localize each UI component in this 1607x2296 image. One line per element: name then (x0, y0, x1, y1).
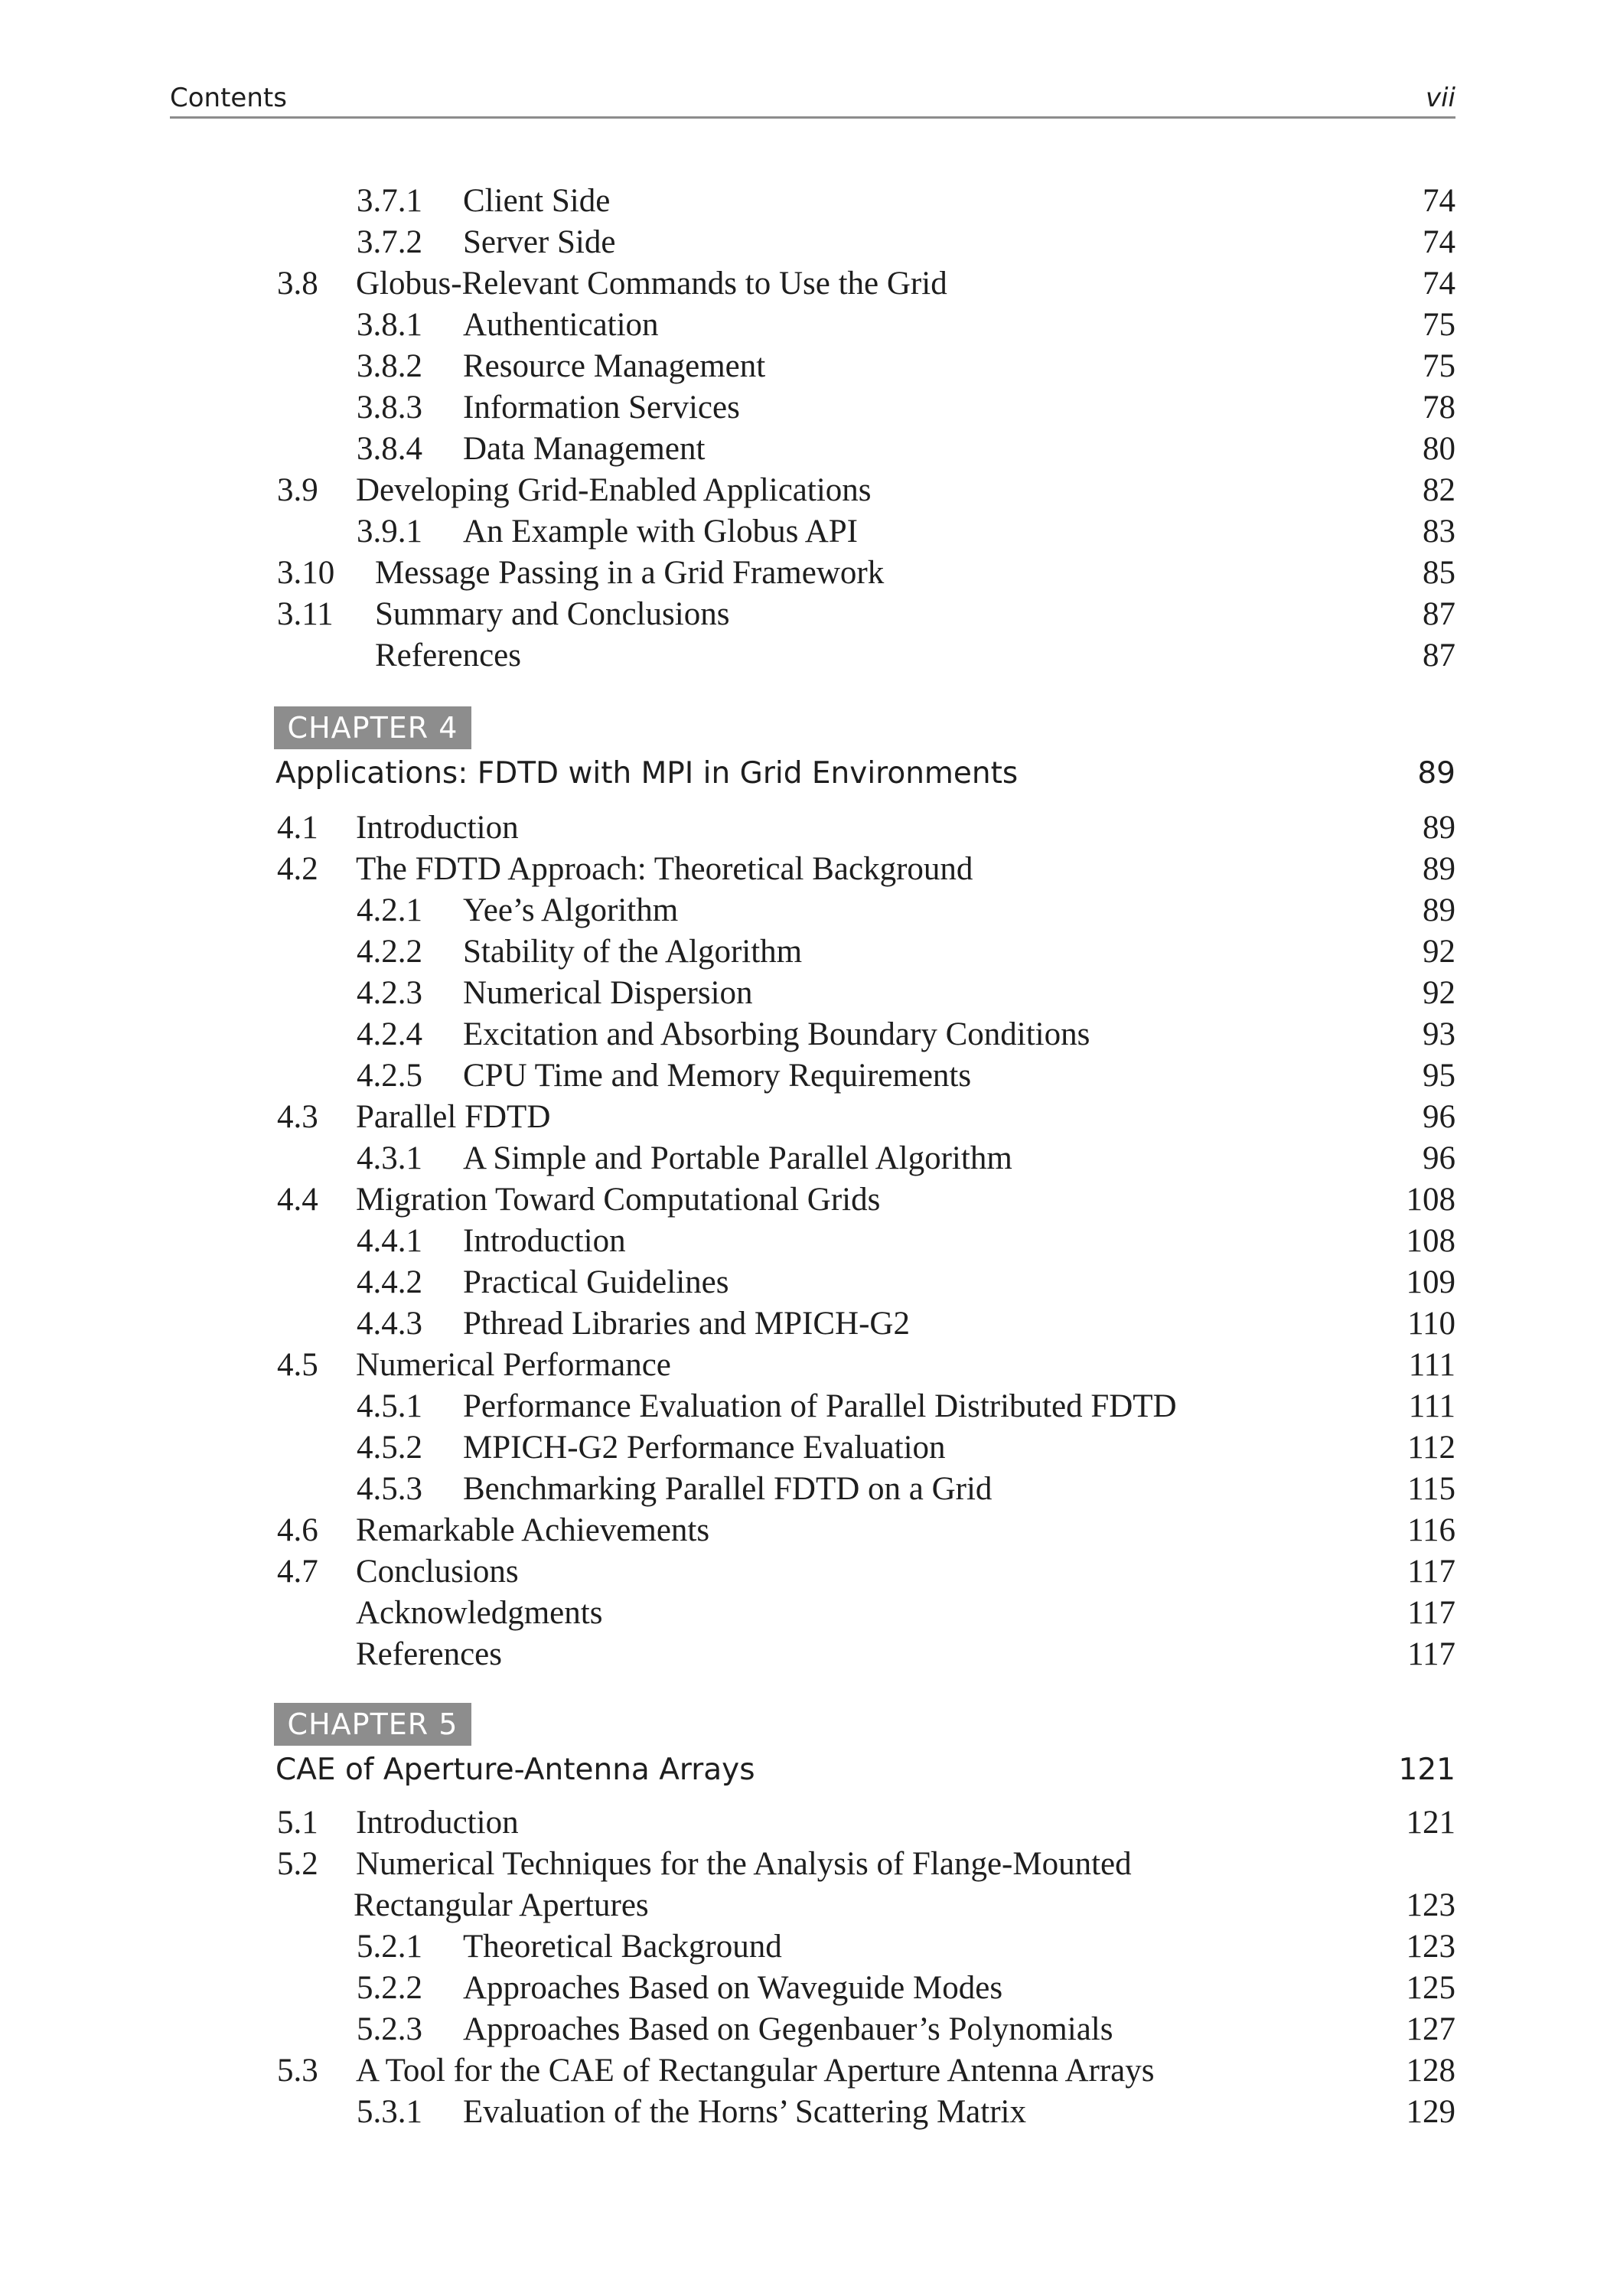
entry-title: CPU Time and Memory Requirements (463, 1058, 972, 1094)
toc-entry (0, 181, 1607, 222)
entry-title: Rectangular Apertures (354, 1887, 649, 1923)
entry-page: 87 (1423, 638, 1455, 673)
entry-number: 5.2.2 (357, 1970, 422, 2006)
entry-page: 74 (1423, 224, 1455, 260)
toc-entry (0, 2092, 1607, 2133)
entry-page: 111 (1408, 1347, 1455, 1383)
entry-title: Message Passing in a Grid Framework (375, 555, 885, 591)
entry-title: Data Management (463, 431, 706, 467)
entry-title: Numerical Performance (356, 1347, 671, 1383)
entry-number: 4.5.2 (357, 1430, 422, 1466)
entry-page: 78 (1423, 390, 1455, 426)
toc-entry (0, 2050, 1607, 2092)
entry-page: 74 (1423, 266, 1455, 302)
entry-number: 4.4.1 (357, 1223, 422, 1259)
entry-title: References (356, 1636, 502, 1672)
entry-page: 125 (1406, 1970, 1455, 2006)
toc-entry (0, 346, 1607, 387)
entry-title: A Tool for the CAE of Rectangular Aperture Antenna Arrays (356, 2053, 1155, 2089)
entry-page: 89 (1423, 851, 1455, 887)
entry-page: 111 (1408, 1388, 1455, 1424)
entry-title: Evaluation of the Horns’ Scattering Matrix (463, 2094, 1026, 2130)
toc-entry (0, 1386, 1607, 1427)
entry-number: 3.8.2 (357, 348, 422, 384)
running-head-section: Contents (170, 83, 287, 113)
entry-number: 3.11 (277, 596, 334, 632)
toc-entry (0, 1221, 1607, 1262)
entry-title: Globus-Relevant Commands to Use the Grid (356, 266, 947, 302)
toc-entry (0, 511, 1607, 553)
toc-entry (0, 387, 1607, 429)
toc-entry (0, 553, 1607, 594)
chapter-5-label: CHAPTER 5 (274, 1703, 471, 1746)
entry-number: 5.1 (277, 1805, 318, 1841)
entry-title: Introduction (356, 810, 519, 846)
entry-number: 4.2.3 (357, 975, 422, 1011)
toc-entry (0, 1179, 1607, 1221)
toc-entry (0, 263, 1607, 305)
entry-title: A Simple and Portable Parallel Algorithm (463, 1140, 1012, 1176)
toc-entry (0, 1634, 1607, 1675)
running-head-page-number: vii (1425, 83, 1455, 113)
entry-title: Stability of the Algorithm (463, 934, 803, 970)
entry-title: Numerical Dispersion (463, 975, 753, 1011)
toc-entry (0, 890, 1607, 931)
entry-number: 3.9.1 (357, 514, 422, 550)
toc-entry (0, 1345, 1607, 1386)
entry-page: 128 (1406, 2053, 1455, 2089)
entry-title: Migration Toward Computational Grids (356, 1182, 881, 1218)
entry-page: 123 (1406, 1887, 1455, 1923)
entry-title: Introduction (463, 1223, 626, 1259)
entry-title: Introduction (356, 1805, 519, 1841)
entry-number: 5.2 (277, 1846, 318, 1882)
entry-title: Yee’s Algorithm (463, 892, 679, 928)
entry-title: Approaches Based on Gegenbauer’s Polynomials (463, 2011, 1113, 2047)
entry-number: 4.6 (277, 1512, 318, 1548)
entry-number: 4.2.4 (357, 1016, 422, 1052)
entry-number: 3.10 (277, 555, 335, 591)
entry-page: 75 (1423, 307, 1455, 343)
entry-number: 4.5 (277, 1347, 318, 1383)
entry-page: 129 (1406, 2094, 1455, 2130)
chapter-4-heading (0, 752, 1607, 796)
toc-entry (0, 807, 1607, 849)
entry-title: An Example with Globus API (463, 514, 858, 550)
entry-page: 89 (1423, 810, 1455, 846)
entry-number: 4.2 (277, 851, 318, 887)
toc-entry (0, 470, 1607, 511)
entry-number: 3.8.4 (357, 431, 422, 467)
entry-page: 89 (1423, 892, 1455, 928)
chapter-title: CAE of Aperture-Antenna Arrays (275, 1753, 755, 1787)
entry-number: 5.3.1 (357, 2094, 422, 2130)
toc-entry (0, 305, 1607, 346)
toc-entry (0, 594, 1607, 635)
toc-entry (0, 1138, 1607, 1179)
entry-page: 127 (1406, 2011, 1455, 2047)
entry-number: 4.4 (277, 1182, 318, 1218)
entry-title: Resource Management (463, 348, 766, 384)
entry-title: Pthread Libraries and MPICH-G2 (463, 1306, 910, 1342)
toc-entry (0, 222, 1607, 263)
toc-entry (0, 849, 1607, 890)
entry-title: Conclusions (356, 1554, 519, 1590)
entry-page: 96 (1423, 1099, 1455, 1135)
toc-entry (0, 1469, 1607, 1510)
toc-entry (0, 973, 1607, 1014)
entry-title: Server Side (463, 224, 616, 260)
entry-title: Client Side (463, 183, 611, 219)
entry-page: 83 (1423, 514, 1455, 550)
toc-entry (0, 1551, 1607, 1593)
entry-page: 93 (1423, 1016, 1455, 1052)
entry-page: 121 (1406, 1805, 1455, 1841)
chapter-5-heading (0, 1748, 1607, 1792)
entry-page: 108 (1406, 1223, 1455, 1259)
toc-entry (0, 1510, 1607, 1551)
toc-entry (0, 1885, 1607, 1926)
entry-title: Benchmarking Parallel FDTD on a Grid (463, 1471, 993, 1507)
toc-entry (0, 1055, 1607, 1097)
toc-entry (0, 1844, 1607, 1885)
entry-number: 4.3.1 (357, 1140, 422, 1176)
entry-number: 3.9 (277, 472, 318, 508)
entry-page: 117 (1407, 1595, 1455, 1631)
entry-page: 82 (1423, 472, 1455, 508)
entry-number: 4.3 (277, 1099, 318, 1135)
entry-title: Summary and Conclusions (375, 596, 730, 632)
entry-page: 92 (1423, 934, 1455, 970)
entry-number: 5.2.3 (357, 2011, 422, 2047)
entry-page: 123 (1406, 1929, 1455, 1965)
toc-entry (0, 1303, 1607, 1345)
entry-title: Numerical Techniques for the Analysis of Flange-Mounted (356, 1846, 1132, 1882)
entry-page: 80 (1423, 431, 1455, 467)
toc-entry (0, 429, 1607, 470)
entry-title: Developing Grid-Enabled Applications (356, 472, 872, 508)
entry-page: 112 (1407, 1430, 1455, 1466)
entry-page: 87 (1423, 596, 1455, 632)
entry-number: 4.5.3 (357, 1471, 422, 1507)
entry-number: 4.2.1 (357, 892, 422, 928)
entry-title: Information Services (463, 390, 740, 426)
entry-number: 4.2.5 (357, 1058, 422, 1094)
entry-title: References (375, 638, 521, 673)
entry-number: 4.4.3 (357, 1306, 422, 1342)
entry-number: 4.2.2 (357, 934, 422, 970)
chapter-4-label: CHAPTER 4 (274, 706, 471, 749)
toc-entry (0, 1802, 1607, 1844)
entry-title: Performance Evaluation of Parallel Distributed FDTD (463, 1388, 1177, 1424)
entry-number: 4.5.1 (357, 1388, 422, 1424)
entry-number: 3.7.2 (357, 224, 422, 260)
entry-number: 3.8.3 (357, 390, 422, 426)
chapter-page: 121 (1398, 1753, 1455, 1787)
toc-entry (0, 1427, 1607, 1469)
entry-page: 117 (1407, 1636, 1455, 1672)
entry-title: Practical Guidelines (463, 1264, 729, 1300)
entry-number: 4.1 (277, 810, 318, 846)
entry-title: Authentication (463, 307, 659, 343)
entry-number: 4.4.2 (357, 1264, 422, 1300)
entry-page: 109 (1406, 1264, 1455, 1300)
entry-page: 95 (1423, 1058, 1455, 1094)
entry-page: 92 (1423, 975, 1455, 1011)
entry-number: 4.7 (277, 1554, 318, 1590)
entry-page: 115 (1407, 1471, 1455, 1507)
entry-page: 85 (1423, 555, 1455, 591)
entry-title: MPICH-G2 Performance Evaluation (463, 1430, 946, 1466)
entry-page: 110 (1407, 1306, 1455, 1342)
toc-entry (0, 1014, 1607, 1055)
entry-title: Remarkable Achievements (356, 1512, 710, 1548)
entry-number: 5.2.1 (357, 1929, 422, 1965)
toc-entry (0, 1926, 1607, 1968)
entry-title: Parallel FDTD (356, 1099, 551, 1135)
entry-page: 117 (1407, 1554, 1455, 1590)
toc-entry (0, 1262, 1607, 1303)
entry-page: 75 (1423, 348, 1455, 384)
entry-number: 3.8 (277, 266, 318, 302)
entry-number: 3.7.1 (357, 183, 422, 219)
entry-page: 96 (1423, 1140, 1455, 1176)
chapter-title: Applications: FDTD with MPI in Grid Environments (275, 756, 1019, 791)
toc-entry (0, 931, 1607, 973)
entry-number: 3.8.1 (357, 307, 422, 343)
toc-entry (0, 2009, 1607, 2050)
entry-title: The FDTD Approach: Theoretical Background (356, 851, 973, 887)
toc-entry (0, 635, 1607, 677)
entry-title: Acknowledgments (356, 1595, 603, 1631)
entry-page: 74 (1423, 183, 1455, 219)
chapter-page: 89 (1417, 756, 1455, 791)
entry-page: 108 (1406, 1182, 1455, 1218)
entry-title: Approaches Based on Waveguide Modes (463, 1970, 1003, 2006)
toc-entry (0, 1968, 1607, 2009)
entry-title: Excitation and Absorbing Boundary Conditions (463, 1016, 1090, 1052)
toc-entry (0, 1097, 1607, 1138)
entry-number: 5.3 (277, 2053, 318, 2089)
toc-entry (0, 1593, 1607, 1634)
entry-page: 116 (1407, 1512, 1455, 1548)
entry-title: Theoretical Background (463, 1929, 782, 1965)
